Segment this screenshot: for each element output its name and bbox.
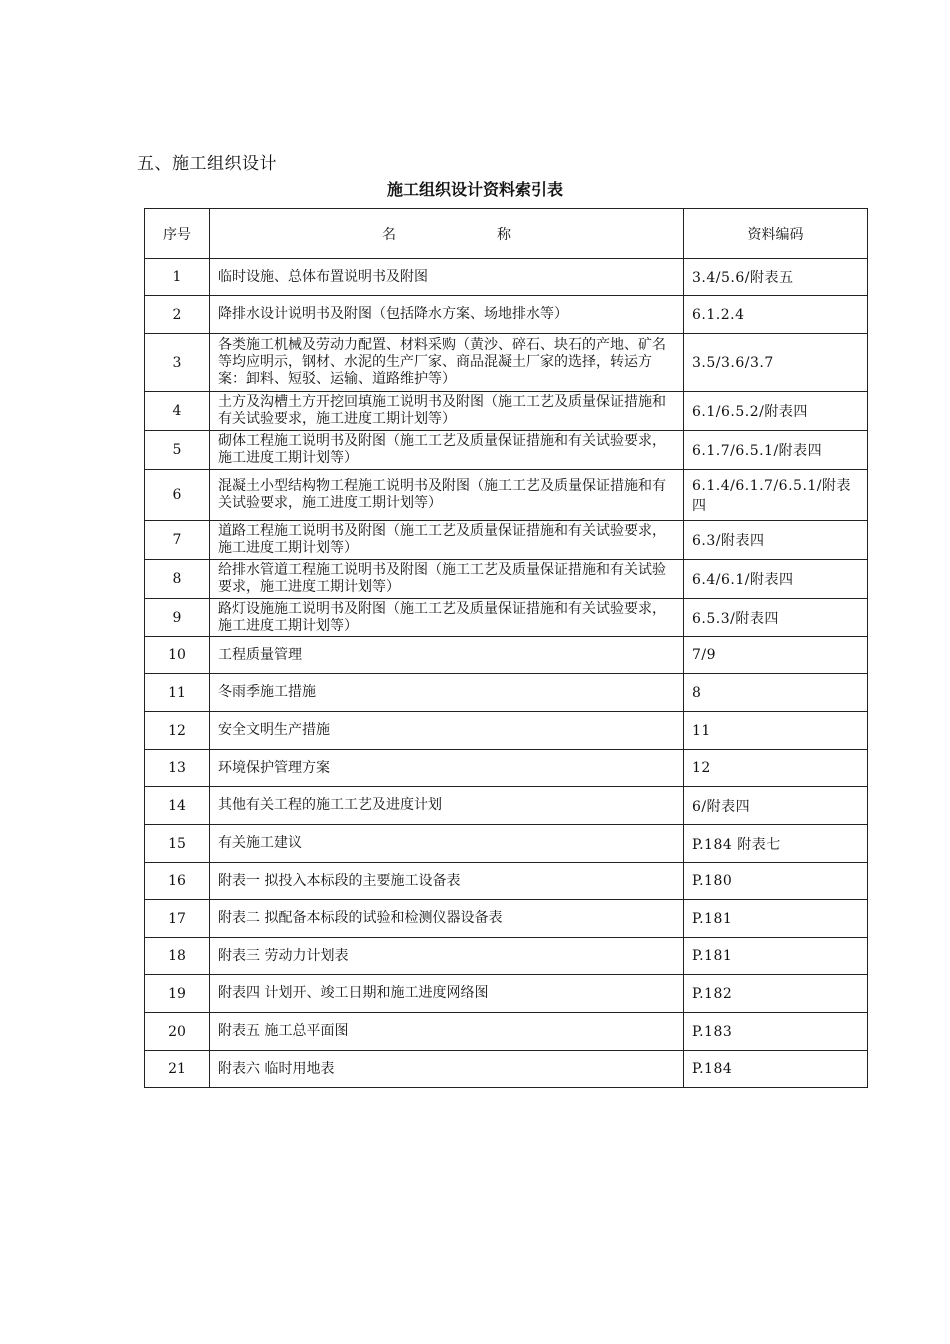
table-title: 施工组织设计资料索引表	[386, 180, 563, 199]
section-heading: 五、施工组织设计	[137, 154, 277, 174]
table-row	[145, 296, 868, 334]
row-num: 17	[145, 900, 210, 938]
row-code: 6.1.4/6.1.7/6.5.1/附表四	[684, 470, 868, 521]
table-row	[145, 712, 868, 750]
index-table	[144, 208, 868, 1088]
row-code: 3.5/3.6/3.7	[684, 334, 868, 392]
row-code: 12	[684, 750, 868, 787]
row-code: P.181	[684, 938, 868, 975]
header-code: 资料编码	[684, 209, 868, 259]
row-num: 5	[145, 431, 210, 470]
table-row	[145, 334, 868, 392]
table-row	[145, 825, 868, 863]
row-name: 附表六 临时用地表	[210, 1051, 684, 1088]
header-name	[210, 209, 684, 259]
row-code: P.182	[684, 975, 868, 1013]
row-num: 16	[145, 863, 210, 900]
table-row	[145, 599, 868, 637]
table-row	[145, 392, 868, 431]
table-row	[145, 900, 868, 938]
row-num: 11	[145, 674, 210, 712]
row-name: 道路工程施工说明书及附图（施工工艺及质量保证措施和有关试验要求，施工进度工期计划等）	[210, 521, 684, 560]
row-name: 安全文明生产措施	[210, 712, 684, 750]
row-num: 6	[145, 470, 210, 521]
row-code: 6.3/附表四	[684, 521, 868, 560]
row-code: 6.1/6.5.2/附表四	[684, 392, 868, 431]
row-name: 降排水设计说明书及附图（包括降水方案、场地排水等）	[210, 296, 684, 334]
table-row	[145, 431, 868, 470]
row-name: 给排水管道工程施工说明书及附图（施工工艺及质量保证措施和有关试验要求，施工进度工期计划等）	[210, 560, 684, 599]
row-name: 临时设施、总体布置说明书及附图	[210, 259, 684, 296]
table-row	[145, 259, 868, 296]
row-code: P.184 附表七	[684, 825, 868, 863]
table-row	[145, 674, 868, 712]
row-code: 7/9	[684, 637, 868, 674]
row-code: P.181	[684, 900, 868, 938]
row-name: 附表一 拟投入本标段的主要施工设备表	[210, 863, 684, 900]
row-num: 20	[145, 1013, 210, 1051]
row-name: 其他有关工程的施工工艺及进度计划	[210, 787, 684, 825]
row-code: 6.1.7/6.5.1/附表四	[684, 431, 868, 470]
row-num: 9	[145, 599, 210, 637]
row-name: 环境保护管理方案	[210, 750, 684, 787]
row-code: 6.1.2.4	[684, 296, 868, 334]
row-num: 15	[145, 825, 210, 863]
table-row	[145, 750, 868, 787]
row-num: 12	[145, 712, 210, 750]
header-row	[145, 209, 868, 259]
row-num: 2	[145, 296, 210, 334]
row-code: 6/附表四	[684, 787, 868, 825]
row-code: P.180	[684, 863, 868, 900]
header-name-a: 名	[382, 226, 396, 243]
row-num: 1	[145, 259, 210, 296]
table-row	[145, 470, 868, 521]
row-code: P.183	[684, 1013, 868, 1051]
row-name: 砌体工程施工说明书及附图（施工工艺及质量保证措施和有关试验要求，施工进度工期计划等）	[210, 431, 684, 470]
row-name: 土方及沟槽土方开挖回填施工说明书及附图（施工工艺及质量保证措施和有关试验要求，施工进度工期计划等）	[210, 392, 684, 431]
row-num: 3	[145, 334, 210, 392]
row-num: 10	[145, 637, 210, 674]
row-name: 工程质量管理	[210, 637, 684, 674]
table-row	[145, 521, 868, 560]
row-num: 21	[145, 1051, 210, 1088]
row-name: 混凝土小型结构物工程施工说明书及附图（施工工艺及质量保证措施和有关试验要求，施工进度工期计划等）	[210, 470, 684, 521]
table-row	[145, 560, 868, 599]
header-num: 序号	[145, 209, 210, 259]
row-name: 路灯设施施工说明书及附图（施工工艺及质量保证措施和有关试验要求，施工进度工期计划等）	[210, 599, 684, 637]
row-code: 8	[684, 674, 868, 712]
row-num: 13	[145, 750, 210, 787]
table-row	[145, 1051, 868, 1088]
row-name: 附表三 劳动力计划表	[210, 938, 684, 975]
table-row	[145, 637, 868, 674]
row-code: 6.4/6.1/附表四	[684, 560, 868, 599]
row-code: 11	[684, 712, 868, 750]
row-name: 附表四 计划开、竣工日期和施工进度网络图	[210, 975, 684, 1013]
row-name: 有关施工建议	[210, 825, 684, 863]
row-num: 8	[145, 560, 210, 599]
row-name: 附表五 施工总平面图	[210, 1013, 684, 1051]
row-name: 冬雨季施工措施	[210, 674, 684, 712]
row-name: 各类施工机械及劳动力配置、材料采购（黄沙、碎石、块石的产地、矿名等均应明示，钢材、水泥的生产厂家、商品混凝土厂家的选择，转运方案：卸料、短驳、运输、道路维护等）	[210, 334, 684, 392]
row-num: 4	[145, 392, 210, 431]
row-num: 19	[145, 975, 210, 1013]
table-row	[145, 787, 868, 825]
row-name: 附表二 拟配备本标段的试验和检测仪器设备表	[210, 900, 684, 938]
table-row	[145, 975, 868, 1013]
row-code: P.184	[684, 1051, 868, 1088]
table-row	[145, 938, 868, 975]
row-num: 14	[145, 787, 210, 825]
row-num: 18	[145, 938, 210, 975]
table-row	[145, 863, 868, 900]
table-row	[145, 1013, 868, 1051]
row-num: 7	[145, 521, 210, 560]
row-code: 6.5.3/附表四	[684, 599, 868, 637]
header-name-b: 称	[497, 226, 511, 243]
row-code: 3.4/5.6/附表五	[684, 259, 868, 296]
